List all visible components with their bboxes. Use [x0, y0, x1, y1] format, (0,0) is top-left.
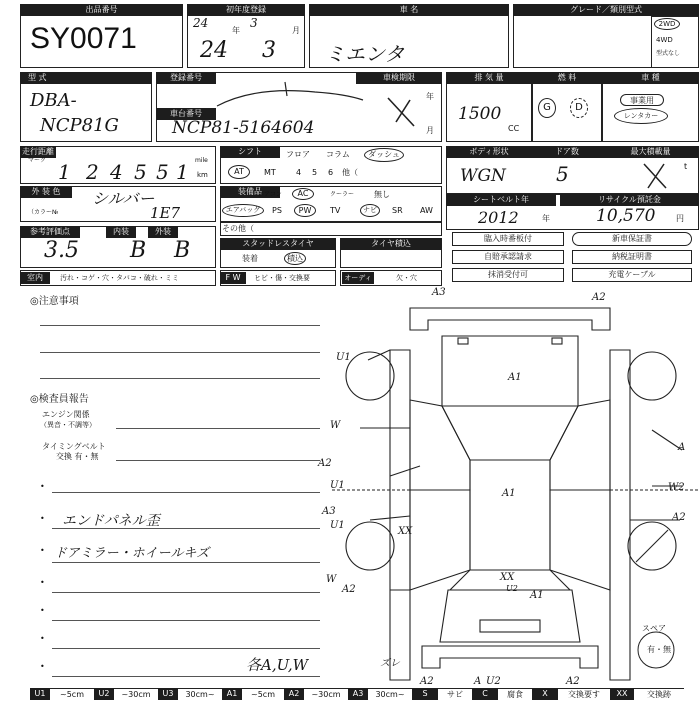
shift-mt: MT [264, 168, 276, 177]
legend-code-u3: U3 [158, 688, 178, 700]
mileage-d5: 5 [156, 160, 169, 184]
legend-code-s: S [412, 688, 438, 700]
mark-xx-rear: XX [500, 572, 515, 583]
color-sub: （カラー№ [28, 209, 59, 216]
first-reg-month: 3 [262, 38, 276, 63]
equip-airbag: エアバッグ [222, 204, 264, 217]
displacement: 1500 [458, 104, 502, 124]
business-use: 事業用 [620, 94, 664, 106]
capacity-label: 最大積載量 [602, 146, 699, 158]
inspection-month-unit: 月 [426, 126, 434, 135]
mileage-d1: 1 [58, 160, 71, 184]
mark-a2-top: A2 [592, 292, 606, 303]
shift-6: 6 [328, 168, 334, 177]
grade-label: グレード／類別型式 [513, 4, 699, 16]
legend-code-u1: U1 [30, 688, 50, 700]
spare-no: 無 [663, 645, 671, 654]
equip-ac: AC [292, 188, 314, 200]
model-line2: NCP81G [40, 115, 119, 136]
equip-aw: AW [420, 206, 433, 215]
fuel-d: D [570, 98, 588, 118]
insurance-button: 自賠承認請求 [452, 250, 564, 264]
wheel-rear-left [346, 522, 394, 570]
note-line-2 [40, 352, 320, 353]
equip-aircon: エアコン [258, 191, 282, 198]
mark-xx-left: XX [398, 526, 413, 537]
shift-dash: ダッシュ [364, 148, 404, 162]
front-bumper [410, 308, 610, 330]
inspection-cross-mark [380, 92, 420, 132]
legend-desc-x: 交換要す [558, 688, 610, 700]
bullet-5: • [40, 606, 45, 615]
bullet-3: • [40, 546, 45, 555]
legend-desc-a1: ~5cm [242, 688, 284, 700]
model-label: 型 式 [20, 72, 152, 84]
rental-car: レンタカー [614, 108, 668, 124]
mark-u1-left2: U1 [330, 480, 345, 491]
shift-4: 4 [296, 168, 302, 177]
inspector-line-7 [52, 676, 320, 677]
cc-unit: CC [508, 124, 520, 133]
mark-u1-left: U1 [336, 352, 351, 363]
engine-label: エンジン関係 [42, 410, 90, 419]
legend-desc-u2: ~30cm [114, 688, 158, 700]
hood-marker-right [552, 338, 562, 344]
car-name: ミエンタ [325, 42, 405, 66]
legend-code-xx: XX [610, 688, 634, 700]
legend-code-u2: U2 [94, 688, 114, 700]
right-front-door [550, 400, 610, 490]
equip-cooler: クーラー [330, 191, 355, 198]
mark-a3-top: A3 [432, 287, 446, 298]
legend-desc-u3: 30cm~ [178, 688, 222, 700]
mark-a2-right: A2 [672, 512, 686, 523]
year-unit: 年 [232, 26, 240, 35]
shift-5: 5 [312, 168, 318, 177]
equip-sr: SR [392, 206, 403, 215]
inspection-label: 車検期限 [356, 72, 442, 84]
bullet-6: • [40, 634, 45, 643]
spare-yes: 有 [647, 645, 655, 654]
shift-other: 他（ [342, 168, 358, 177]
temp-plate-button: 臨入時番板付 [452, 232, 564, 246]
car-name-label: 車 名 [309, 4, 509, 16]
drive-4wd: 4WD [656, 36, 673, 44]
shift-column: コラム [326, 150, 350, 159]
notes-title: ◎注意事項 [30, 296, 79, 307]
fuel-label: 燃 料 [532, 72, 602, 84]
engine-line [116, 428, 320, 429]
shift-at: AT [228, 165, 250, 179]
exterior-grade: B [174, 238, 191, 263]
spare-label: スペア [642, 624, 666, 633]
mark-a3-left: A3 [322, 506, 336, 517]
legend-desc-xx: 交換跡 [634, 688, 684, 700]
mark-a-right: A [678, 442, 686, 453]
roof [470, 460, 550, 570]
vehicle-type-label: 車 種 [602, 72, 699, 84]
capacity-cross-mark [640, 160, 670, 192]
color-label: 外 装 色 [20, 186, 72, 198]
equip-none: 無し [374, 190, 390, 199]
inspector-line-3 [52, 562, 320, 563]
license-plate [480, 620, 540, 632]
left-body-side [390, 350, 413, 680]
reg-scribble [215, 78, 365, 108]
legend-code-a1: A1 [222, 688, 242, 700]
recycle-label: リサイクル預託金 [560, 194, 699, 206]
month-unit: 月 [292, 26, 300, 35]
wheel-damage-slash [636, 530, 668, 562]
hood-marker-left [458, 338, 468, 344]
mileage-label: 走行距離 [22, 147, 54, 156]
inspector-title: ◎検査員報告 [30, 394, 89, 405]
inspector-line-2 [52, 528, 320, 529]
shift-label: シフト [220, 146, 280, 158]
inspector-item-2: ドアミラー・ホイールキズ [54, 546, 210, 561]
note-line-3 [40, 378, 320, 379]
tax-cert-button: 納税証明書 [572, 250, 692, 264]
spare-sep: ・ [655, 645, 663, 654]
doors-value: 5 [556, 162, 569, 186]
bullet-7: • [40, 662, 45, 671]
shift-floor: フロア [286, 150, 310, 159]
timing-label: タイミングベルト [42, 442, 106, 451]
interior-grade-label: 内装 [106, 226, 136, 238]
right-rear-door [550, 490, 610, 590]
mileage-d6: 1 [176, 160, 189, 184]
legend-desc-a2: ~30cm [304, 688, 348, 700]
mark-a1-roof: A1 [502, 488, 516, 499]
mark-a1-hood: A1 [508, 372, 522, 383]
mileage-d3: 4 [110, 160, 123, 184]
exterior-grade-label: 外装 [148, 226, 178, 238]
inspector-item-1: エンドパネル歪 [62, 513, 160, 529]
equip-tv: TV [330, 206, 341, 215]
cancel-reg-button: 抹消受付可 [452, 268, 564, 282]
mileage-sub: マーク [28, 157, 47, 164]
first-reg-year: 24 [200, 38, 228, 63]
note-line-1 [40, 325, 320, 326]
mark-a2-rear-left: A2 [420, 676, 434, 687]
right-body-side [610, 350, 630, 680]
chassis-label: 車台番号 [156, 108, 216, 120]
equip-pw: PW [294, 204, 316, 217]
warranty-button: 新車保証書 [572, 232, 692, 246]
lot-no-label: 出品番号 [20, 4, 183, 16]
legend-code-x: X [532, 688, 558, 700]
inspector-line-1 [52, 492, 320, 493]
equip-navi: ナビ [360, 204, 380, 217]
inspector-line-4 [52, 592, 320, 593]
legend-desc-s: サビ [438, 688, 472, 700]
reg-no-label: 登録番号 [156, 72, 216, 84]
rear-hatch [440, 590, 580, 642]
rear-bumper [422, 646, 598, 668]
first-reg-year-small: 24 [193, 16, 209, 30]
color-code: 1E7 [150, 204, 181, 222]
legend-code-a2: A2 [284, 688, 304, 700]
charge-cable-button: 充電ケーブル [572, 268, 692, 282]
interior-cond-label: 室内 [20, 272, 50, 284]
mark-w-left: W [330, 420, 341, 431]
body-value: WGN [460, 166, 506, 186]
mark-a2-left2: A2 [342, 584, 356, 595]
legend-desc-a3: 30cm~ [368, 688, 412, 700]
left-front-door [410, 400, 470, 490]
windshield [442, 406, 578, 460]
drive-2wd: 2WD [654, 18, 680, 30]
color-value: シルバー [92, 189, 155, 208]
timing-line [116, 460, 320, 461]
wheel-front-right [628, 352, 676, 400]
recycle-value: 10,570 [596, 206, 656, 226]
mileage-d2: 2 [86, 160, 99, 184]
legend-desc-c: 腐食 [498, 688, 532, 700]
audio-label: オーディオ [342, 272, 374, 284]
mileage-d4: 5 [134, 160, 147, 184]
mileage-unit-km: km [197, 171, 208, 179]
ref-score-label: 参考評価点 [20, 226, 80, 238]
mark-a2-rear-right: A2 [566, 676, 580, 687]
doors-label: ドア数 [532, 146, 602, 158]
legend-code-c: C [472, 688, 498, 700]
first-reg-label: 初年度登録 [187, 4, 305, 16]
equip-label: 装備品 [220, 186, 280, 198]
mark-u1-left3: U1 [330, 520, 345, 531]
mark-w-left2: W [326, 574, 337, 585]
legend-desc-u1: ~5cm [50, 688, 94, 700]
recycle-unit: 円 [676, 214, 684, 223]
tire-load-label: タイヤ積込 [340, 238, 442, 250]
drive-none: 型式なし [656, 50, 681, 57]
chassis-no: NCP81-5164604 [172, 118, 315, 138]
displacement-label: 排 気 量 [446, 72, 532, 84]
inspector-line-6 [52, 648, 320, 649]
model-line1: DBA- [30, 90, 77, 111]
seatbelt-unit: 年 [542, 214, 550, 223]
mark-u2-rear: U2 [506, 584, 518, 593]
studless-label: スタッドレスタイヤ [220, 238, 336, 250]
body-label: ボディ形状 [446, 146, 532, 158]
equip-ps: PS [272, 206, 282, 215]
pointer-lines [360, 350, 682, 590]
timing-opts: 交換 有・無 [56, 452, 99, 461]
score-value: 3.5 [44, 238, 79, 263]
interior-grade: B [130, 238, 147, 263]
inspector-line-5 [52, 620, 320, 621]
mileage-unit-mile: mile [195, 157, 208, 164]
first-reg-month-small: 3 [250, 16, 258, 30]
studless-load: 積込 [284, 252, 306, 265]
mark-a-rear: A [474, 676, 482, 687]
studless-mount: 装着 [242, 254, 258, 263]
fw-label: F W [220, 272, 246, 284]
left-rear-door [410, 490, 470, 590]
capacity-unit: t [684, 162, 688, 171]
mark-a2-left: A2 [318, 458, 332, 469]
mark-w2-right: W2 [668, 482, 685, 493]
mark-a1-rear: A1 [530, 590, 544, 601]
fuel-g: G [538, 98, 556, 118]
audio-items: 欠・穴 [396, 274, 417, 282]
inspection-year-unit: 年 [426, 92, 434, 101]
other-label: その他（ [222, 224, 254, 233]
interior-cond-items: 汚れ・コゲ・穴・タバコ・破れ・ミミ [60, 274, 179, 282]
bullet-1: • [40, 482, 45, 491]
legend-code-a3: A3 [348, 688, 368, 700]
lot-no: SY0071 [30, 22, 137, 55]
bullet-2: • [40, 514, 45, 523]
mark-zure: ズレ [380, 658, 400, 669]
fw-items: ヒビ・傷・交換要 [254, 274, 310, 282]
seatbelt-label: シートベルト年 [446, 194, 556, 206]
inspector-item-3: 各A,U,W [246, 656, 309, 674]
hood [442, 336, 578, 406]
engine-sub: （異音・不調等） [40, 421, 96, 429]
mark-u2-rear2: U2 [486, 676, 501, 687]
seatbelt-year: 2012 [478, 208, 519, 227]
bullet-4: • [40, 578, 45, 587]
